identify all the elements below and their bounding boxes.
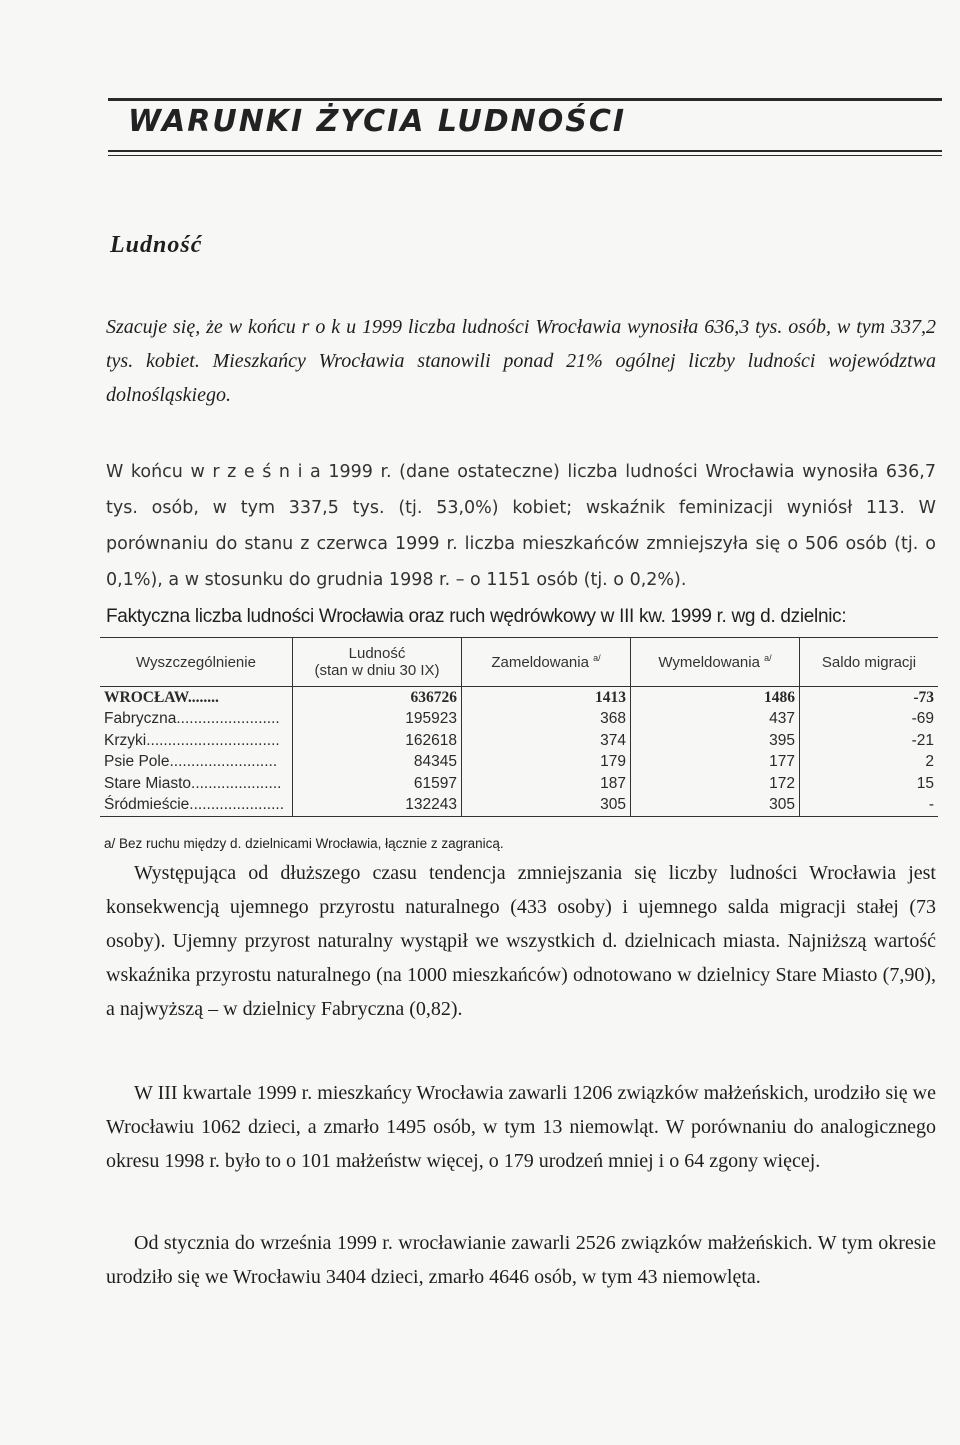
subsection-title: Ludność bbox=[110, 232, 203, 258]
section-title: WARUNKI ŻYCIA LUDNOŚCI bbox=[128, 104, 627, 139]
row-name: Fabryczna........................ bbox=[100, 709, 293, 731]
row-registrations: 1413 bbox=[462, 687, 631, 709]
table-caption: Faktyczna liczba ludności Wrocławia oraz ruch wędrówkowy w III kw. 1999 r. wg d. dzielnic: bbox=[106, 606, 847, 627]
col-header-saldo: Saldo migracji bbox=[800, 638, 939, 687]
table-row bbox=[100, 730, 938, 752]
row-deregistrations: 395 bbox=[631, 730, 800, 752]
table-body bbox=[100, 687, 938, 817]
paragraph-september bbox=[106, 454, 936, 598]
row-registrations: 187 bbox=[462, 773, 631, 795]
table-header-row bbox=[100, 638, 938, 687]
para1-text-a: W końcu bbox=[106, 462, 183, 482]
row-registrations: 179 bbox=[462, 752, 631, 774]
row-population: 61597 bbox=[293, 773, 462, 795]
row-deregistrations: 177 bbox=[631, 752, 800, 774]
row-deregistrations: 437 bbox=[631, 709, 800, 731]
row-name: WROCŁAW........ bbox=[100, 687, 293, 709]
paragraph-jan-sep: Od stycznia do września 1999 r. wrocławianie zawarli 2526 związków małżeńskich. W tym okresie urodziło się we Wrocławiu 3404 dzieci, zmarło 4646 osób, w tym 43 niemowlęta. bbox=[106, 1232, 936, 1288]
table-row bbox=[100, 773, 938, 795]
row-name: Śródmieście...................... bbox=[100, 795, 293, 817]
table-footnote: a/ Bez ruchu między d. dzielnicami Wrocławia, łącznie z zagranicą. bbox=[104, 836, 504, 851]
intro-text-c: 1999 liczba ludności Wrocławia wynosiła 636,3 tys. osób, w tym 337,2 tys. kobiet. Mieszkańcy Wrocławia stanowili ponad 21% ogólnej liczby ludności województwa dolnośląskiego. bbox=[106, 316, 936, 406]
row-population: 195923 bbox=[293, 709, 462, 731]
paragraph-trend: Występująca od dłuższego czasu tendencja zmniejszania się liczby ludności Wrocławia jest konsekwencją ujemnego przyrostu naturalnego (433 osoby) i ujemnego salda migracji stałej (73 osoby). Ujemny przyrost naturalny wystąpił we wszystkich d. dzielnicach miasta. Najniższą wartość wskaźnika przyrostu naturalnego (na 1000 mieszkańców) odnotowano w dzielnicy Stare Miasto (7,90), a najwyższą – w dzielnicy Fabryczna (0,82). bbox=[106, 862, 936, 1020]
header-rule-bottom bbox=[108, 150, 942, 152]
table-row bbox=[100, 752, 938, 774]
para1-text-c: 1999 r. (dane ostateczne) liczba ludności Wrocławia wynosiła 636,7 tys. osób, w tym 337,5 tys. (tj. 53,0%) kobiet; wskaźnik feminizacji wyniósł 113. W porównaniu do stanu z czerwca 1999 r. liczba mieszkańców zmniejszyła się o 506 osób (tj. o 0,1%), a w stosunku do grudnia 1998 r. – o 1151 osób (tj. o 0,2%). bbox=[106, 462, 936, 590]
col-header-population-line2: (stan w dniu 30 IX) bbox=[314, 662, 440, 679]
row-name: Psie Pole......................... bbox=[100, 752, 293, 774]
col-header-name: Wyszczególnienie bbox=[100, 638, 293, 687]
table-row bbox=[100, 687, 938, 709]
col-header-population bbox=[293, 638, 462, 687]
para1-text-spaced: w r z e ś n i a bbox=[190, 462, 321, 482]
col-header-registrations bbox=[462, 638, 631, 687]
header-rule-bottom-thin bbox=[108, 155, 942, 156]
row-registrations: 368 bbox=[462, 709, 631, 731]
table-row bbox=[100, 795, 938, 817]
row-saldo: -69 bbox=[911, 710, 934, 728]
intro-text-a: Szacuje się, że w końcu bbox=[106, 316, 296, 338]
paragraph-q3: W III kwartale 1999 r. mieszkańcy Wrocławia zawarli 1206 związków małżeńskich, urodziło się we Wrocławiu 1062 dzieci, a zmarło 1495 osób, w tym 13 niemowląt. W porównaniu do analogicznego okresu 1998 r. było to o 101 małżeństw więcej, o 179 urodzeń mniej i o 64 zgony więcej. bbox=[106, 1082, 936, 1172]
intro-paragraph bbox=[106, 310, 936, 412]
row-deregistrations: 172 bbox=[631, 773, 800, 795]
col-header-population-line1: Ludność bbox=[348, 645, 406, 662]
row-population: 636726 bbox=[293, 687, 462, 709]
row-saldo: 15 bbox=[916, 774, 934, 792]
intro-text-spaced: r o k u bbox=[301, 316, 357, 338]
row-population: 132243 bbox=[293, 795, 462, 817]
row-saldo: 2 bbox=[925, 753, 934, 771]
row-deregistrations: 305 bbox=[631, 795, 800, 817]
row-name: Stare Miasto..................... bbox=[100, 773, 293, 795]
col-header-registrations-note: a/ bbox=[593, 653, 601, 663]
table-row bbox=[100, 709, 938, 731]
col-header-deregistrations-label: Wymeldowania bbox=[658, 654, 760, 671]
row-registrations: 374 bbox=[462, 730, 631, 752]
col-header-deregistrations-note: a/ bbox=[764, 653, 772, 663]
row-saldo: - bbox=[800, 795, 939, 817]
col-header-registrations-label: Zameldowania bbox=[491, 654, 589, 671]
row-population: 162618 bbox=[293, 730, 462, 752]
row-population: 84345 bbox=[293, 752, 462, 774]
row-registrations: 305 bbox=[462, 795, 631, 817]
col-header-deregistrations bbox=[631, 638, 800, 687]
row-name: Krzyki............................... bbox=[100, 730, 293, 752]
row-saldo: -73 bbox=[913, 688, 934, 706]
header-rule-top bbox=[108, 98, 942, 101]
population-table bbox=[100, 637, 938, 817]
row-saldo: -21 bbox=[911, 731, 934, 749]
row-deregistrations: 1486 bbox=[631, 687, 800, 709]
